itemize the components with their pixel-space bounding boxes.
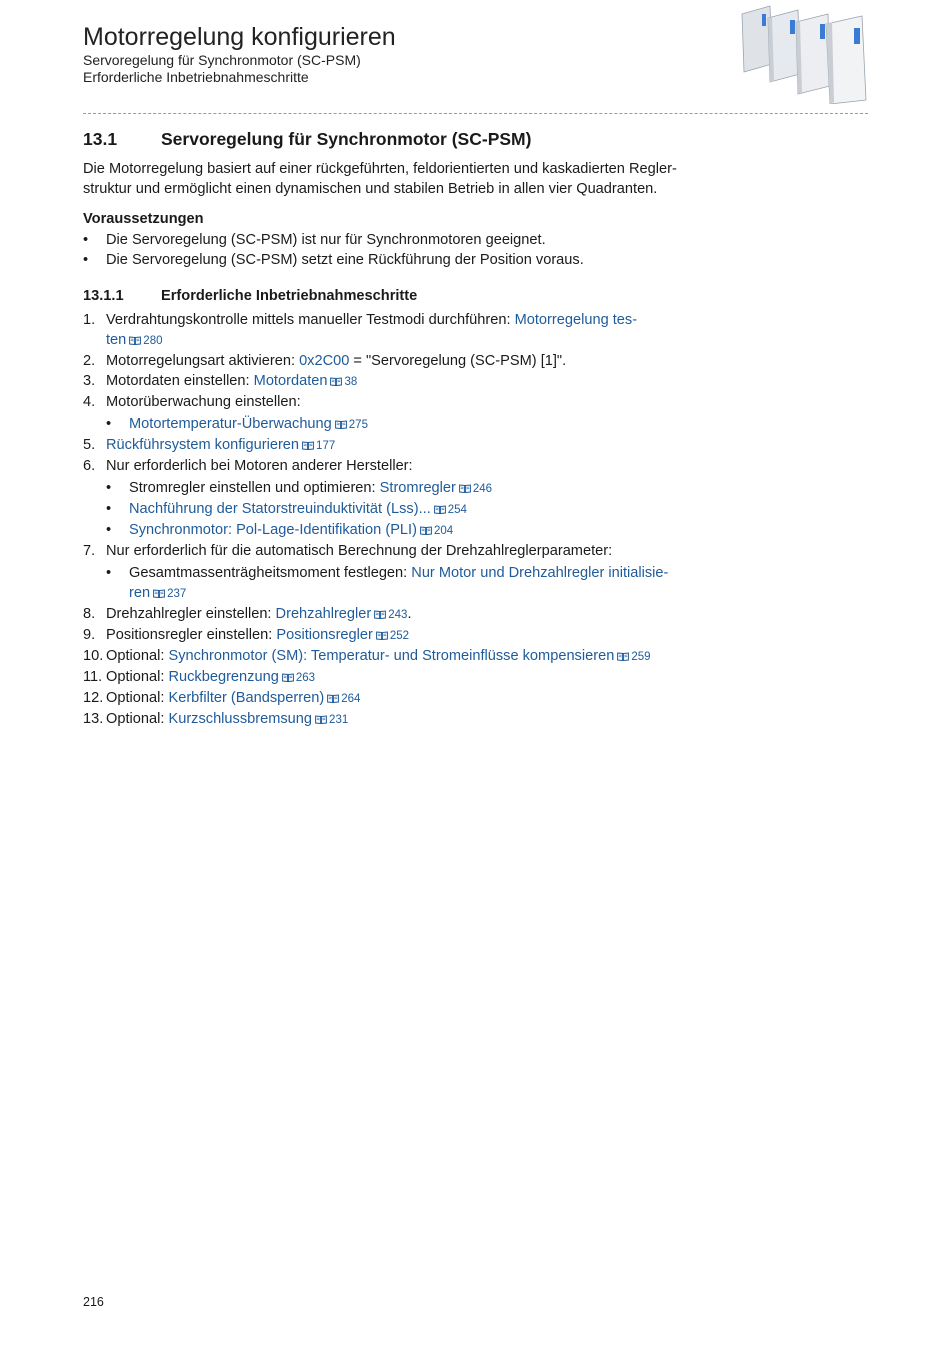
step-number: 3. [83, 373, 96, 389]
page-reference[interactable] [332, 419, 368, 431]
step-text: Nur erforderlich bei Motoren anderer Hersteller: [106, 458, 413, 474]
page-reference-number: 243 [388, 609, 408, 621]
step-text: Optional: [106, 690, 169, 706]
rueckfuehrsystem-link[interactable]: Rückführsystem konfigurieren [106, 437, 300, 453]
step-item [83, 435, 703, 456]
page-reference[interactable] [312, 714, 348, 726]
list-item [106, 563, 703, 604]
page-reference[interactable] [327, 376, 357, 388]
steps-list [83, 310, 703, 730]
motorregelung-testen-link-cont[interactable]: ten [106, 332, 127, 348]
list-item [106, 478, 703, 499]
step-item [83, 541, 703, 604]
page-reference-number: 259 [631, 651, 651, 663]
page-reference[interactable] [431, 504, 467, 516]
step-number: 2. [83, 353, 96, 369]
product-image [740, 4, 870, 104]
page-reference[interactable] [279, 672, 315, 684]
prerequisites-list [83, 230, 703, 270]
step-item [83, 646, 703, 667]
book-icon [330, 377, 342, 386]
step-number: 8. [83, 606, 96, 622]
header-separator [83, 113, 868, 114]
step-number: 12. [83, 690, 104, 706]
page-reference-number: 231 [329, 714, 349, 726]
step-item [83, 351, 703, 371]
header-title: Motorregelung konfigurieren [83, 23, 396, 51]
book-icon [434, 505, 446, 514]
page-reference[interactable] [371, 609, 407, 621]
subsection-heading [83, 286, 703, 306]
kerbfilter-link[interactable]: Kerbfilter (Bandsperren) [168, 690, 325, 706]
step-text: Motorregelungsart aktivieren: [106, 353, 300, 369]
step-item [83, 625, 703, 646]
step-number: 11. [83, 669, 103, 685]
step-text: Verdrahtungskontrolle mittels manueller Testmodi durchführen: [106, 312, 515, 328]
sub-list [106, 414, 703, 435]
stromregler-link[interactable]: Stromregler [379, 480, 456, 496]
book-icon [129, 336, 141, 345]
kurzschlussbremsung-link[interactable]: Kurzschlussbremsung [168, 711, 313, 727]
page-reference[interactable] [299, 440, 335, 452]
page-reference-number: 280 [143, 335, 163, 347]
book-icon [617, 652, 629, 661]
page-reference-number: 246 [472, 483, 493, 495]
step-text-tail: . [407, 606, 412, 622]
page-reference-number: 177 [316, 440, 336, 452]
step-text: Optional: [106, 711, 169, 727]
list-item [106, 499, 703, 520]
page-reference[interactable] [150, 588, 186, 600]
sub-list [106, 478, 703, 541]
page-reference[interactable] [126, 335, 162, 347]
drehzahlregler-init-link-cont[interactable]: ren [129, 585, 151, 601]
list-item: • Die Servoregelung (SC-PSM) ist nur für Synchronmotoren geeignet. [83, 230, 703, 250]
book-icon [459, 484, 471, 493]
step-item [83, 688, 703, 709]
page-reference-number: 204 [433, 525, 454, 537]
motorregelung-testen-link[interactable]: Motorregelung tes- [514, 312, 638, 328]
step-text: Optional: [106, 669, 169, 685]
page-reference-number: 38 [344, 376, 358, 388]
section-title: Servoregelung für Synchronmotor (SC-PSM) [161, 129, 532, 149]
step-number: 9. [83, 627, 96, 643]
book-icon [327, 694, 339, 703]
page-reference[interactable] [373, 630, 409, 642]
page-reference-number: 237 [167, 588, 187, 600]
step-item [83, 392, 703, 435]
book-icon [374, 610, 386, 619]
intro-line-1: Die Motorregelung basiert auf einer rückgeführten, feldorientierten und kaskadierten Regler- [83, 161, 677, 177]
step-item [83, 456, 703, 541]
sub-item-text: Gesamtmassenträgheitsmoment festlegen: [129, 565, 412, 581]
intro-paragraph [83, 159, 703, 199]
page-reference-number: 263 [295, 672, 315, 684]
step-number: 6. [83, 458, 96, 474]
step-number: 1. [83, 312, 96, 328]
section-heading [83, 128, 703, 150]
list-item [106, 520, 703, 541]
step-text: Optional: [106, 648, 169, 664]
section-number: 13.1 [83, 129, 118, 149]
step-text: Motorüberwachung einstellen: [106, 394, 301, 410]
sub-list [106, 563, 703, 604]
intro-line-2: struktur und ermöglicht einen dynamischen und stabilen Betrieb in allen vier Quadranten. [83, 181, 658, 197]
book-icon [420, 526, 432, 535]
page-reference[interactable] [456, 483, 492, 495]
header-subtitle: Servoregelung für Synchronmotor (SC-PSM) [83, 52, 361, 68]
motortemperatur-link[interactable]: Motortemperatur-Überwachung [129, 416, 332, 432]
step-number: 5. [83, 437, 96, 453]
page-header [83, 22, 703, 86]
step-number: 13. [83, 711, 104, 727]
page-reference-number: 275 [348, 419, 368, 431]
step-number: 4. [83, 394, 96, 410]
book-icon [376, 631, 388, 640]
book-icon [302, 441, 314, 450]
step-text: Positionsregler einstellen: [106, 627, 277, 643]
step-text: Motordaten einstellen: [106, 373, 254, 389]
subsection-number: 13.1.1 [83, 288, 124, 304]
page-reference[interactable] [324, 693, 360, 705]
page-reference-number: 264 [341, 693, 361, 705]
step-item [83, 371, 703, 392]
step-text: Drehzahlregler einstellen: [106, 606, 276, 622]
drehzahlregler-link[interactable]: Drehzahlregler [275, 606, 372, 622]
pol-lage-identifikation-link[interactable]: Synchronmotor: Pol-Lage-Identifikation (PLI) [129, 522, 417, 538]
book-icon [153, 589, 165, 598]
drehzahlregler-init-link[interactable]: Nur Motor und Drehzahlregler initialisie- [411, 565, 669, 581]
step-item [83, 310, 703, 351]
step-number: 7. [83, 543, 96, 559]
statorstreuinduktivitaet-link[interactable]: Nachführung der Statorstreuinduktivität (Lss)... [129, 501, 431, 517]
page-reference-number: 254 [447, 504, 467, 516]
book-icon [282, 673, 294, 682]
motordaten-link[interactable]: Motordaten [253, 373, 328, 389]
ruckbegrenzung-link[interactable]: Ruckbegrenzung [168, 669, 279, 685]
page-reference-number: 252 [389, 630, 410, 642]
prerequisites-heading: Voraussetzungen [83, 211, 204, 227]
step-text-tail: = "Servoregelung (SC-PSM) [1]". [349, 353, 567, 369]
book-icon [315, 715, 327, 724]
page-reference[interactable] [417, 525, 453, 537]
sub-item-text: Stromregler einstellen und optimieren: [129, 480, 380, 496]
header-subtitle-2: Erforderliche Inbetriebnahmeschritte [83, 69, 309, 85]
step-item [83, 667, 703, 688]
step-item [83, 604, 703, 625]
book-icon [335, 420, 347, 429]
page-number: 216 [83, 1295, 104, 1309]
step-text: Nur erforderlich für die automatisch Berechnung der Drehzahlreglerparameter: [106, 543, 613, 559]
step-item [83, 709, 703, 730]
page-reference[interactable] [614, 651, 650, 663]
parameter-link[interactable]: 0x2C00 [299, 353, 350, 369]
step-number: 10. [83, 648, 104, 664]
subsection-title: Erforderliche Inbetriebnahmeschritte [161, 288, 418, 304]
list-item: • Die Servoregelung (SC-PSM) setzt eine Rückführung der Position voraus. [83, 250, 703, 270]
temperatur-stromeinfluesse-link[interactable]: Synchronmotor (SM): Temperatur- und Stromeinflüsse kompensieren [168, 648, 615, 664]
list-item [106, 414, 703, 435]
main-content [83, 128, 703, 730]
positionsregler-link[interactable]: Positionsregler [276, 627, 373, 643]
